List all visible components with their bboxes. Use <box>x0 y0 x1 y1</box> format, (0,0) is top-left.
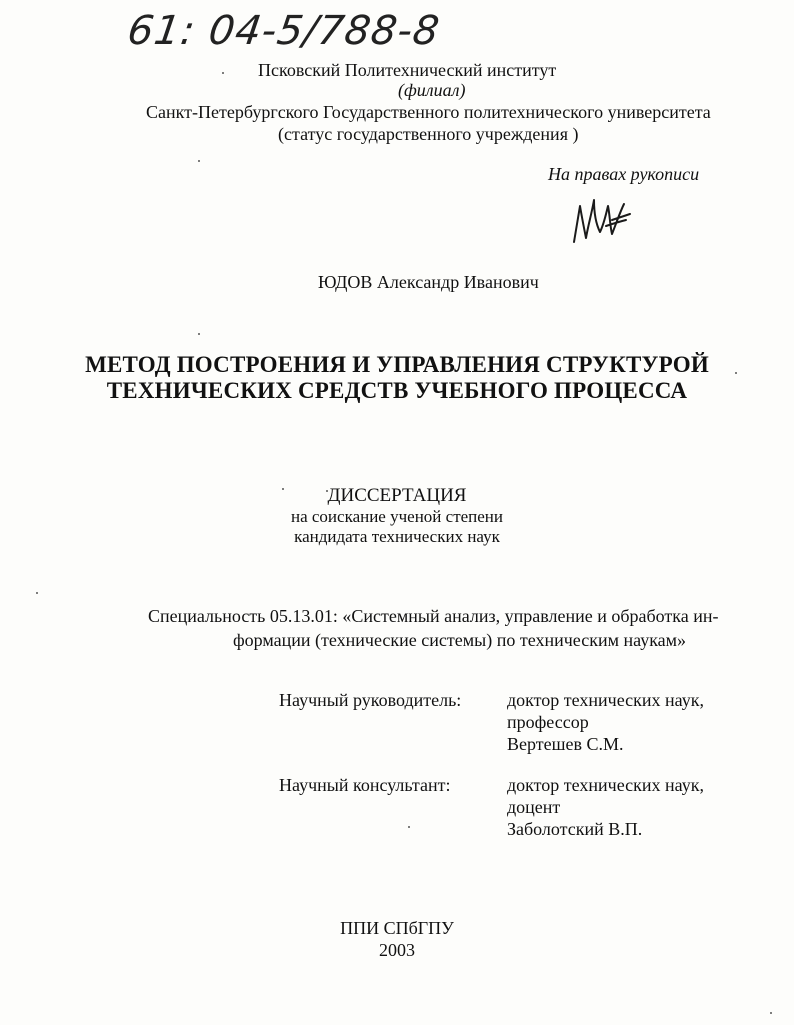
scan-speck <box>326 490 328 492</box>
scan-speck <box>198 160 200 162</box>
author-name: ЮДОВ Александр Иванович <box>318 272 539 292</box>
supervisor-name: Вертешев С.М. <box>507 734 624 754</box>
consultant-degree: доктор технических наук, <box>507 775 704 795</box>
specialty-line-1: Специальность 05.13.01: «Системный анализ, управление и обработка ин- <box>148 606 719 626</box>
consultant-title: доцент <box>507 797 561 817</box>
scan-speck <box>282 488 284 490</box>
scan-speck <box>36 592 38 594</box>
rights-note: На правах рукописи <box>548 164 700 184</box>
institution-line-1: Псковский Политехнический институт <box>258 60 557 80</box>
consultant-label: Научный консультант: <box>279 775 451 795</box>
scan-speck <box>735 372 737 374</box>
publisher: ППИ СПбГПУ <box>340 918 454 938</box>
dissertation-line-2: на соискание ученой степени <box>290 507 504 526</box>
supervisor-title: профессор <box>507 712 589 732</box>
specialty-line-2: формации (технические системы) по техническим наукам» <box>233 630 687 650</box>
institution-line-4: (статус государственного учреждения ) <box>278 124 579 144</box>
title-line-1: МЕТОД ПОСТРОЕНИЯ И УПРАВЛЕНИЯ СТРУКТУРОЙ <box>85 352 709 377</box>
publication-year: 2003 <box>379 940 415 960</box>
institution-line-2: (филиал) <box>398 80 466 100</box>
supervisor-degree: доктор технических наук, <box>507 690 704 710</box>
scan-speck <box>408 826 410 828</box>
signature-icon <box>566 190 636 250</box>
title-line-2: ТЕХНИЧЕСКИХ СРЕДСТВ УЧЕБНОГО ПРОЦЕССА <box>106 378 688 403</box>
scan-speck <box>222 72 224 74</box>
dissertation-heading: ДИССЕРТАЦИЯ <box>327 485 467 506</box>
consultant-name: Заболотский В.П. <box>507 819 643 839</box>
dissertation-line-3: кандидата технических наук <box>294 527 500 546</box>
scan-speck <box>198 333 200 335</box>
supervisor-label: Научный руководитель: <box>279 690 462 710</box>
institution-line-3: Санкт-Петербургского Государственного политехнического университета <box>146 102 711 122</box>
archive-code: 61: 04-5/788-8 <box>124 8 443 54</box>
scan-speck <box>770 1012 772 1014</box>
